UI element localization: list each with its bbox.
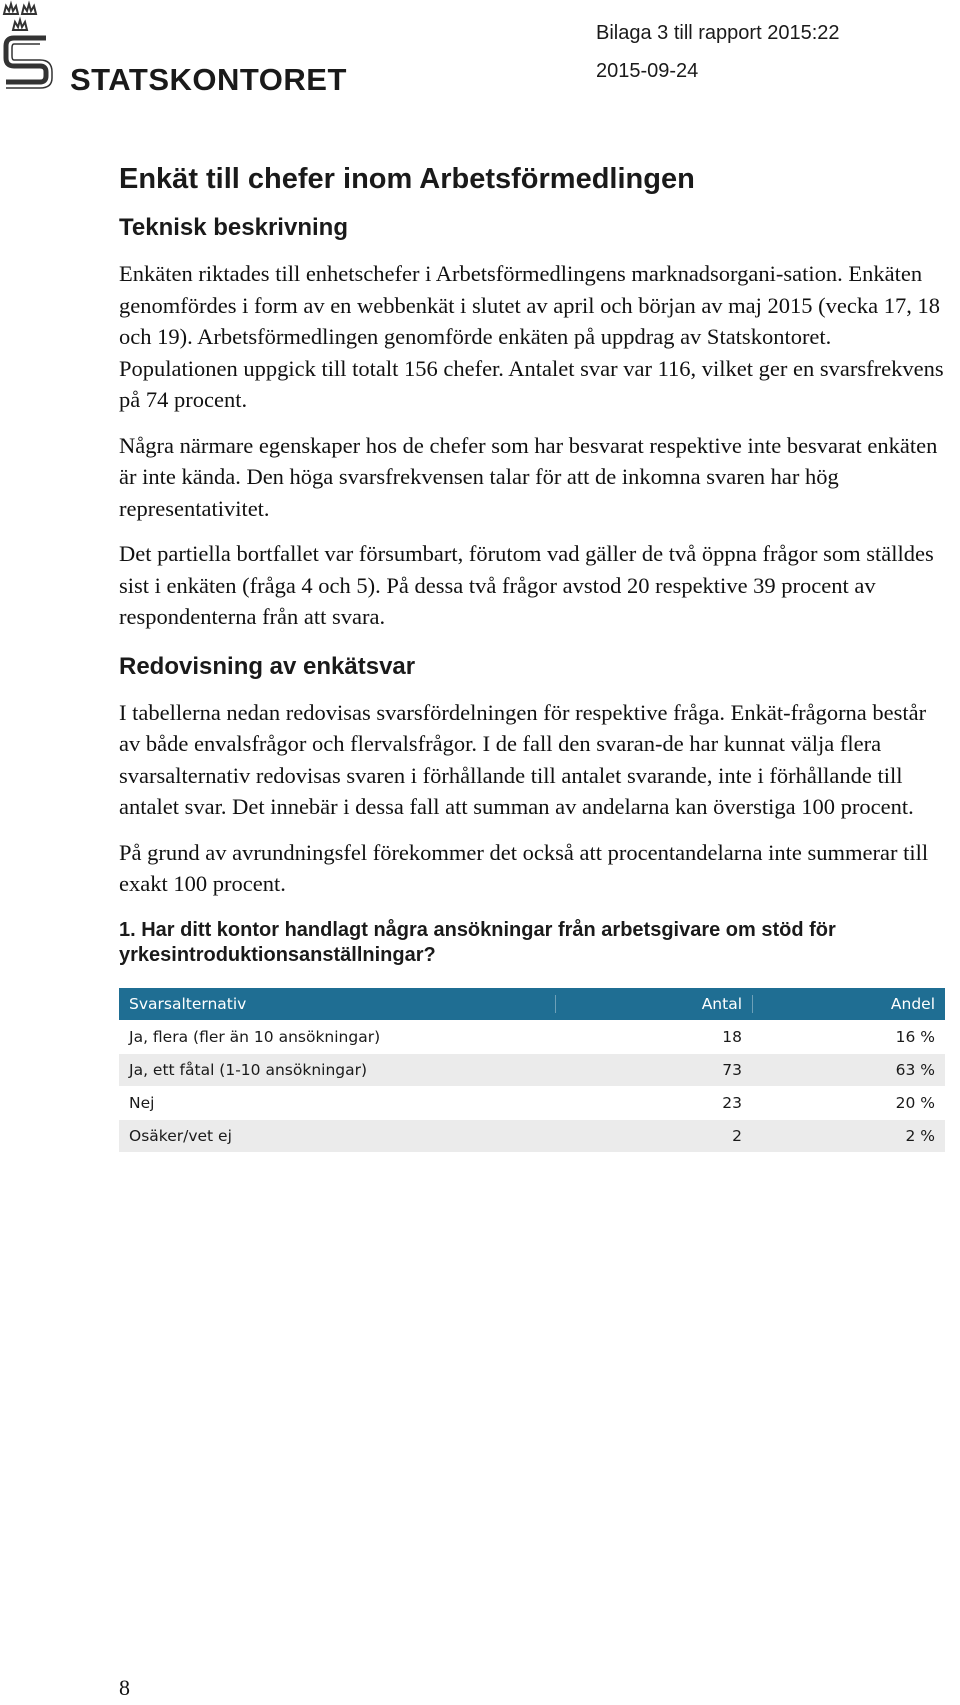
document-body	[119, 163, 944, 1153]
column-header: Svarsalternativ	[129, 994, 247, 1013]
table-row	[119, 1054, 945, 1087]
table-cell: 2	[732, 1126, 742, 1145]
paragraph: Enkäten riktades till enhetschefer i Arbetsförmedlingens marknadsorgani-sation. Enkäten genomfördes i form av en webbenkät i slutet av april och början av maj 2015 (vecka 17, 18 och 19). Arbetsförmedlingen genomförde enkäten på uppdrag av Statskontoret. Populationen uppgick till totalt 156 chefer. Antalet svar var 116, vilket ger en svarsfrekvens på 74 procent.	[119, 261, 944, 412]
table-cell: 20 %	[895, 1093, 935, 1112]
results-table	[119, 988, 945, 1153]
report-reference: Bilaga 3 till rapport 2015:22	[596, 22, 840, 44]
table-cell: 73	[722, 1060, 742, 1079]
report-date: 2015-09-24	[596, 60, 699, 82]
column-header: Antal	[555, 995, 752, 1013]
table-cell: Nej	[129, 1093, 155, 1112]
table-header-row	[119, 988, 945, 1021]
table-cell: 18	[722, 1027, 742, 1046]
table-cell: Osäker/vet ej	[129, 1126, 232, 1145]
table-cell: Ja, flera (fler än 10 ansökningar)	[129, 1027, 381, 1046]
paragraph: I tabellerna nedan redovisas svarsfördelningen för respektive fråga. Enkät-frågorna består av både envalsfrågor och flervalsfrågor. I de fall den svaran-de har kunnat välja flera svarsalternativ redovisas svaren i förhållande till antalet svarande, inte i förhållande till antalet svar. Det innebär i dessa fall att summan av andelarna kan överstiga 100 procent.	[119, 699, 927, 819]
column-header: Andel	[752, 995, 945, 1013]
table-cell: 63 %	[895, 1060, 935, 1079]
table-cell: Ja, ett fåtal (1-10 ansökningar)	[129, 1060, 368, 1079]
table-cell: 16 %	[895, 1027, 935, 1046]
table-row	[119, 1120, 945, 1153]
table-row	[119, 1087, 945, 1120]
table-row	[119, 1021, 945, 1054]
section-heading-results: Redovisning av enkätsvar	[119, 652, 416, 680]
brand-wordmark: STATSKONTORET	[70, 62, 347, 97]
section-heading-technical: Teknisk beskrivning	[119, 214, 348, 241]
page-number: 8	[119, 1675, 130, 1700]
table-cell: 23	[722, 1093, 742, 1112]
paragraph: Några närmare egenskaper hos de chefer som har besvarat respektive inte besvarat enkäten är inte kända. Den höga svarsfrekvensen talar för att de inkomna svaren har hög representativitet.	[119, 432, 938, 521]
paragraph: På grund av avrundningsfel förekommer det också att procentandelarna inte summerar till exakt 100 procent.	[119, 839, 929, 896]
crown-s-emblem-icon	[0, 0, 60, 100]
header-meta	[596, 22, 840, 98]
table-cell: 2 %	[905, 1126, 935, 1145]
paragraph: Det partiella bortfallet var försumbart, förutom vad gäller de två öppna frågor som ställdes sist i enkäten (fråga 4 och 5). På dessa två frågor avstod 20 respektive 39 procent av respondenterna från att svara.	[119, 541, 934, 629]
question-title: 1. Har ditt kontor handlagt några ansökningar från arbetsgivare om stöd för yrkesintroduktionsanställningar?	[119, 918, 836, 966]
page-title: Enkät till chefer inom Arbetsförmedlingen	[119, 163, 695, 195]
